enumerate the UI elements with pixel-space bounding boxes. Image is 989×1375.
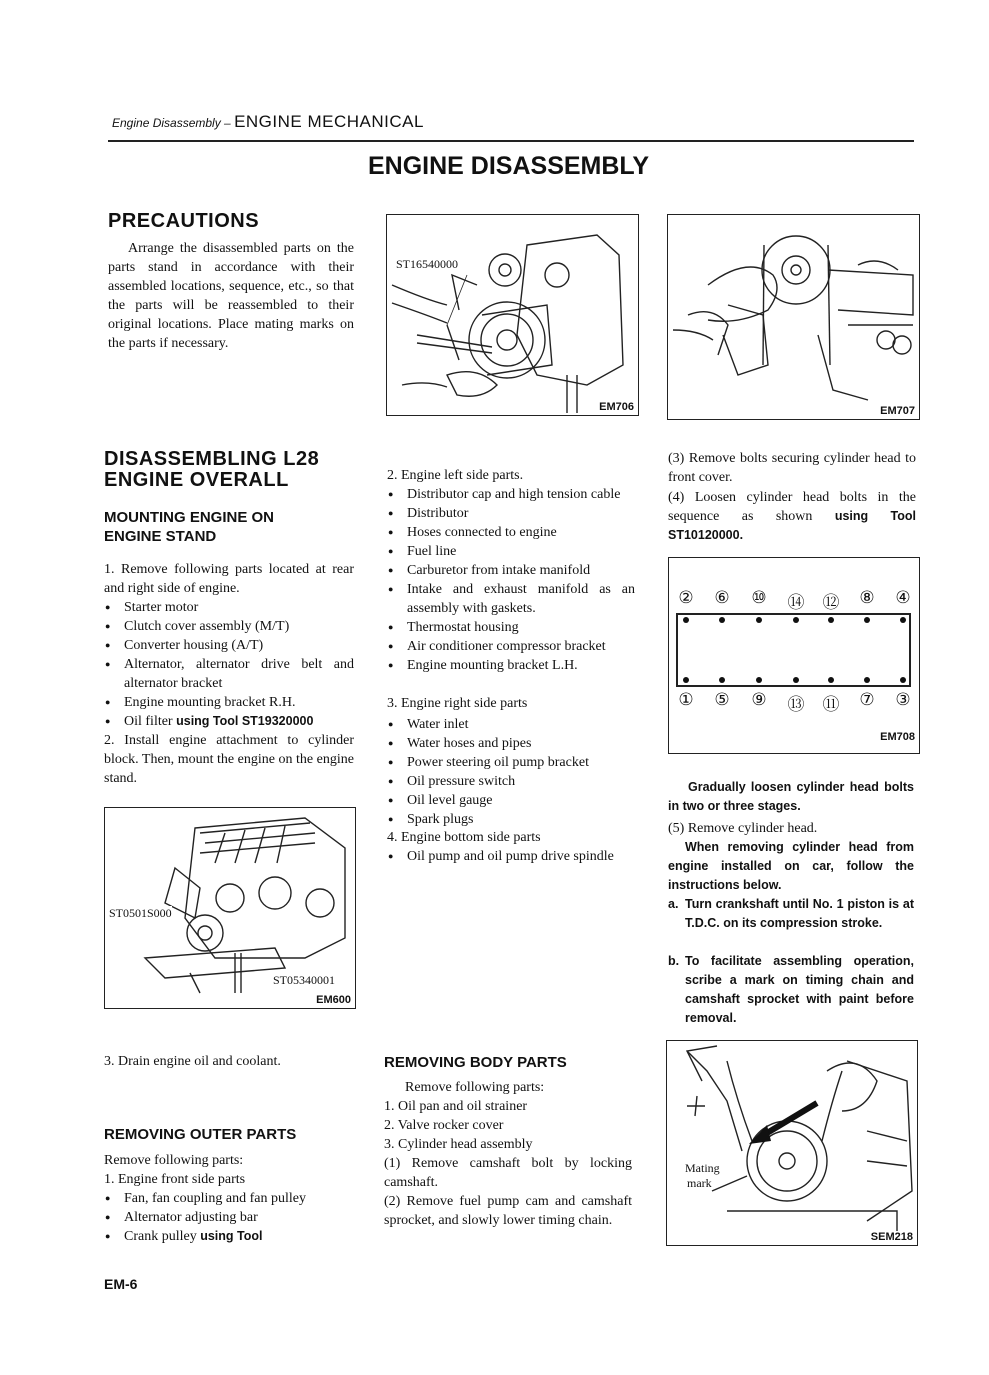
bolt-number: ⑫	[822, 593, 840, 613]
body-parts-heading: REMOVING BODY PARTS	[384, 1054, 567, 1071]
bolt-number: ②	[678, 588, 694, 608]
outer-parts-list	[104, 1189, 354, 1246]
bolt-number: ⑭	[787, 593, 805, 613]
header-rule	[108, 140, 914, 142]
bottom-side-item: ● Oil pump and oil pump drive spindle	[387, 847, 635, 866]
right-side-item: ● Water hoses and pipes	[387, 734, 635, 753]
outer-parts-heading: REMOVING OUTER PARTS	[104, 1126, 297, 1143]
bottom-side-step: 4. Engine bottom side parts	[387, 830, 541, 845]
oil-filter-tool: using Tool ST19320000	[176, 714, 314, 728]
mounting-parts-list	[104, 598, 354, 731]
right-step5: (5) Remove cylinder head.	[668, 821, 818, 836]
body-parts-step1: (1) Remove camshaft bolt by locking camshaft.	[384, 1156, 632, 1190]
mounting-step2: 2. Install engine attachment to cylinder block. Then, mount the engine on the engine stand.	[104, 733, 354, 786]
body-part-item: 2. Valve rocker cover	[384, 1118, 504, 1133]
timing-mark-illustration	[667, 1041, 917, 1245]
disassembling-heading-line2: ENGINE OVERALL	[104, 469, 289, 491]
mating-mark-label2: mark	[687, 1176, 712, 1190]
figure-em600	[104, 807, 356, 1009]
right-step4-tool: using Tool ST10120000.	[668, 509, 916, 542]
outer-parts-step1: 1. Engine front side parts	[104, 1172, 246, 1187]
timing-chain-removal-illustration	[668, 215, 919, 419]
crank-pulley-item	[104, 1227, 354, 1246]
left-side-item: ● Air conditioner compressor bracket	[387, 637, 635, 656]
body-parts-step2: (2) Remove fuel pump cam and camshaft sprocket, and slowly lower timing chain.	[384, 1194, 632, 1228]
figure-em600-label1: ST0501S000	[109, 906, 172, 920]
right-side-step: 3. Engine right side parts	[387, 696, 528, 711]
gradually-note: Gradually loosen cylinder head bolts in two or three stages.	[668, 780, 914, 813]
bolt-number: ④	[895, 588, 911, 608]
mounting-item: ● Clutch cover assembly (M/T)	[104, 617, 354, 636]
mounting-heading-line1: MOUNTING ENGINE ON	[104, 509, 275, 526]
crank-pulley-text: Crank pulley	[124, 1229, 201, 1244]
precautions-heading: PRECAUTIONS	[108, 210, 260, 232]
figure-em706	[386, 214, 639, 416]
left-side-item: ● Distributor cap and high tension cable	[387, 485, 635, 504]
mounting-item: ● Alternator, alternator drive belt and alternator bracket	[104, 655, 354, 693]
instruction-b-marker: b.	[668, 954, 680, 968]
header-section: Engine Disassembly	[112, 116, 221, 130]
right-side-item: ● Oil pressure switch	[387, 772, 635, 791]
left-side-step: 2. Engine left side parts.	[387, 468, 524, 483]
body-part-item: 1. Oil pan and oil strainer	[384, 1099, 528, 1114]
bolt-sequence-bottom	[669, 690, 919, 715]
mounting-step1: 1. Remove following parts located at rear and right side of engine.	[104, 562, 354, 596]
oil-filter-item	[104, 712, 354, 731]
when-removing-note: When removing cylinder head from engine installed on car, follow the instructions below.	[668, 840, 914, 892]
right-side-item: ● Power steering oil pump bracket	[387, 753, 635, 772]
bolt-number: ③	[895, 690, 911, 710]
left-side-item: ● Distributor	[387, 504, 635, 523]
right-side-list	[387, 715, 635, 829]
left-side-item: ● Fuel line	[387, 542, 635, 561]
header-chapter: ENGINE MECHANICAL	[234, 112, 424, 131]
mounting-heading-line2: ENGINE STAND	[104, 528, 217, 545]
instruction-a-text: Turn crankshaft until No. 1 piston is at T.D.C. on its compression stroke.	[685, 897, 914, 930]
mounting-item: ● Converter housing (A/T)	[104, 636, 354, 655]
page-number: EM-6	[104, 1276, 138, 1292]
left-side-item: ● Hoses connected to engine	[387, 523, 635, 542]
right-step4-text: (4) Loosen cylinder head bolts in the sequence as shown	[668, 490, 916, 524]
bolt-number: ⑨	[751, 690, 767, 710]
right-step4	[668, 488, 916, 545]
instruction-b-text: To facilitate assembling operation, scribe a mark on timing chain and camshaft sprocket with paint before removal.	[685, 954, 914, 1025]
bolt-number: ⑪	[822, 695, 840, 715]
outer-item: ● Fan, fan coupling and fan pulley	[104, 1189, 354, 1208]
mounting-item: ● Starter motor	[104, 598, 354, 617]
bolt-number: ⑩	[751, 588, 767, 608]
crank-pulley-tool: using Tool	[200, 1229, 263, 1243]
figure-em600-label2: ST05340001	[273, 973, 336, 987]
figure-em706-label: ST16540000	[396, 257, 459, 271]
figure-em707-code: EM707	[880, 405, 915, 417]
figure-em600-code: EM600	[316, 994, 351, 1006]
figure-em706-code: EM706	[599, 401, 634, 413]
figure-sem218-code: SEM218	[870, 1231, 913, 1243]
instruction-a-marker: a.	[668, 897, 679, 911]
outer-item: ● Alternator adjusting bar	[104, 1208, 354, 1227]
right-step3: (3) Remove bolts securing cylinder head to front cover.	[668, 451, 916, 485]
right-side-item: ● Spark plugs	[387, 810, 635, 829]
right-side-item: ● Water inlet	[387, 715, 635, 734]
figure-sem218	[666, 1040, 918, 1246]
bolt-number: ⑬	[787, 695, 805, 715]
bolt-number: ⑦	[859, 690, 875, 710]
precautions-text: Arrange the disassembled parts on the parts stand in accordance with their assembled locations, sequence, etc., so that the parts will be reassembled to their original locations. Place mating marks on the parts if necessary.	[108, 241, 354, 351]
page-title: ENGINE DISASSEMBLY	[368, 152, 650, 180]
body-part-item: 3. Cylinder head assembly	[384, 1137, 533, 1152]
body-parts-intro: Remove following parts:	[405, 1080, 545, 1095]
right-side-item: ● Oil level gauge	[387, 791, 635, 810]
bolt-number: ⑥	[714, 588, 730, 608]
left-side-item: ● Engine mounting bracket L.H.	[387, 656, 635, 675]
bolt-number: ⑧	[859, 588, 875, 608]
mating-mark-label1: Mating	[685, 1161, 720, 1175]
bolt-number: ⑤	[714, 690, 730, 710]
figure-em707	[667, 214, 920, 420]
mounting-item: ● Engine mounting bracket R.H.	[104, 693, 354, 712]
figure-em708	[668, 557, 920, 754]
left-side-item: ● Carburetor from intake manifold	[387, 561, 635, 580]
header-separator: –	[220, 116, 235, 130]
bottom-side-list	[387, 847, 635, 866]
drain-step: 3. Drain engine oil and coolant.	[104, 1054, 281, 1069]
left-side-item: ● Intake and exhaust manifold as an assembly with gaskets.	[387, 580, 635, 618]
crank-pulley-puller-illustration	[387, 215, 638, 415]
outer-parts-intro: Remove following parts:	[104, 1153, 244, 1168]
bolt-number: ①	[678, 690, 694, 710]
disassembling-heading-line1: DISASSEMBLING L28	[104, 448, 320, 470]
cylinder-head-bolt-diagram	[669, 558, 919, 753]
left-side-list	[387, 485, 635, 675]
figure-em708-code: EM708	[880, 731, 915, 743]
left-side-item: ● Thermostat housing	[387, 618, 635, 637]
oil-filter-text: Oil filter	[124, 714, 177, 729]
running-header	[112, 112, 424, 132]
